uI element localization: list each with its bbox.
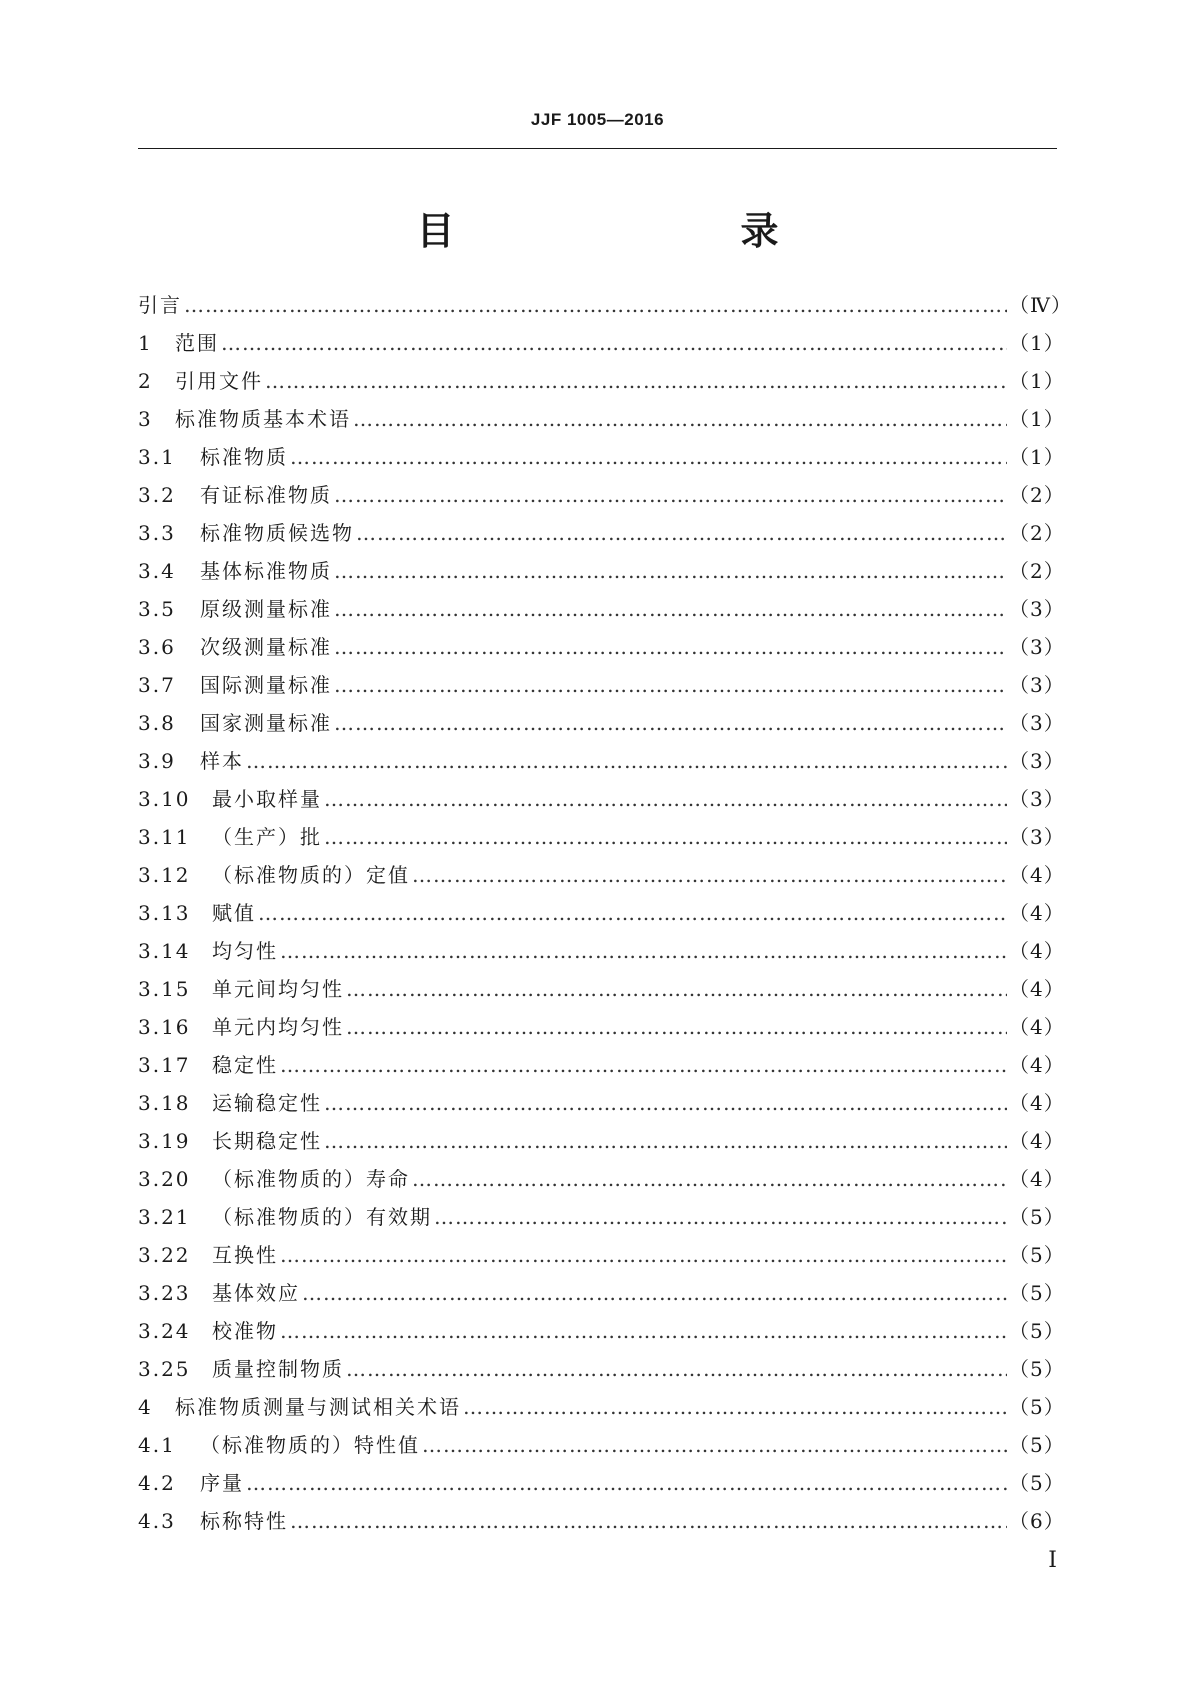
- toc-entry-number: 4.1: [138, 1433, 176, 1457]
- toc-entry[interactable]: [138, 1502, 1065, 1540]
- toc-entry-page: （5）: [1009, 1395, 1065, 1419]
- dot-leader: [280, 1236, 1007, 1274]
- toc-entry-number: 3.5: [138, 597, 176, 621]
- header-rule: [138, 148, 1057, 149]
- dot-leader: [265, 362, 1007, 400]
- table-of-contents: [138, 286, 1072, 1540]
- dot-leader: [324, 1122, 1007, 1160]
- toc-entry[interactable]: [138, 590, 1065, 628]
- toc-entry[interactable]: [138, 1160, 1065, 1198]
- toc-entry-page: （3）: [1009, 711, 1065, 735]
- toc-entry[interactable]: [138, 1236, 1065, 1274]
- dot-leader: [334, 552, 1007, 590]
- toc-entry[interactable]: [138, 286, 1072, 324]
- toc-entry-number: 3.4: [138, 559, 176, 583]
- dot-leader: [246, 742, 1007, 780]
- toc-entry[interactable]: [138, 476, 1065, 514]
- toc-entry-page: （4）: [1009, 901, 1065, 925]
- toc-entry-page: （1）: [1009, 407, 1065, 431]
- toc-entry-title: 校准物: [212, 1319, 278, 1343]
- toc-entry-title: 单元内均匀性: [212, 1015, 344, 1039]
- toc-entry-title: 质量控制物质: [212, 1357, 344, 1381]
- toc-entry-title: （标准物质的）寿命: [212, 1167, 410, 1191]
- toc-entry[interactable]: [138, 1274, 1065, 1312]
- toc-entry-number: 3.14: [138, 939, 191, 963]
- page-number: Ⅰ: [1048, 1548, 1057, 1573]
- toc-entry-title: 有证标准物质: [200, 483, 332, 507]
- dot-leader: [356, 514, 1007, 552]
- dot-leader: [346, 1008, 1007, 1046]
- dot-leader: [334, 628, 1007, 666]
- toc-entry-page: （5）: [1009, 1281, 1065, 1305]
- toc-entry-title: 引用文件: [175, 369, 263, 393]
- toc-entry[interactable]: [138, 894, 1065, 932]
- toc-entry[interactable]: [138, 1426, 1065, 1464]
- dot-leader: [324, 1084, 1007, 1122]
- toc-entry-number: 2: [138, 369, 153, 393]
- toc-entry-title: 标称特性: [200, 1509, 288, 1533]
- toc-entry-page: （2）: [1009, 559, 1065, 583]
- toc-entry-title: 最小取样量: [212, 787, 322, 811]
- toc-entry-number: 3.25: [138, 1357, 191, 1381]
- toc-entry-number: 3.3: [138, 521, 176, 545]
- toc-title: 目 录: [416, 209, 849, 253]
- toc-entry-number: 3.23: [138, 1281, 191, 1305]
- toc-entry[interactable]: [138, 324, 1065, 362]
- toc-entry[interactable]: [138, 1008, 1065, 1046]
- toc-entry-number: 3.24: [138, 1319, 191, 1343]
- dot-leader: [334, 704, 1007, 742]
- dot-leader: [324, 780, 1007, 818]
- toc-entry-title: 单元间均匀性: [212, 977, 344, 1001]
- toc-entry-number: 4.3: [138, 1509, 176, 1533]
- dot-leader: [184, 286, 1007, 324]
- dot-leader: [334, 476, 1007, 514]
- toc-entry-page: （5）: [1009, 1205, 1065, 1229]
- toc-entry-title: （标准物质的）有效期: [212, 1205, 432, 1229]
- dot-leader: [346, 970, 1007, 1008]
- toc-entry-title: 标准物质: [200, 445, 288, 469]
- dot-leader: [280, 932, 1007, 970]
- toc-entry[interactable]: [138, 628, 1065, 666]
- toc-entry[interactable]: [138, 400, 1065, 438]
- standard-code-header: JJF 1005—2016: [530, 110, 665, 129]
- dot-leader: [463, 1388, 1007, 1426]
- toc-entry-number: 3.8: [138, 711, 176, 735]
- toc-entry-page: （4）: [1009, 977, 1065, 1001]
- toc-entry-number: 3.18: [138, 1091, 191, 1115]
- dot-leader: [334, 666, 1007, 704]
- toc-entry-number: 3.6: [138, 635, 176, 659]
- toc-entry-number: 3.1: [138, 445, 176, 469]
- toc-entry-page: （3）: [1009, 787, 1065, 811]
- toc-entry-title: 互换性: [212, 1243, 278, 1267]
- toc-entry-page: （4）: [1009, 1167, 1065, 1191]
- toc-entry-page: （6）: [1009, 1509, 1065, 1533]
- toc-entry[interactable]: [138, 514, 1065, 552]
- dot-leader: [290, 1502, 1007, 1540]
- toc-entry-number: 3.21: [138, 1205, 191, 1229]
- toc-entry-number: 3.9: [138, 749, 176, 773]
- toc-entry[interactable]: [138, 1198, 1065, 1236]
- toc-entry-page: （1）: [1009, 331, 1065, 355]
- toc-entry-title: （标准物质的）定值: [212, 863, 410, 887]
- toc-entry-number: 3.7: [138, 673, 176, 697]
- toc-entry-title: 国际测量标准: [200, 673, 332, 697]
- toc-entry[interactable]: [138, 438, 1065, 476]
- toc-entry-number: 3.2: [138, 483, 176, 507]
- toc-entry-page: （4）: [1009, 1129, 1065, 1153]
- toc-entry-page: （4）: [1009, 863, 1065, 887]
- dot-leader: [334, 590, 1007, 628]
- toc-entry-title: 标准物质基本术语: [175, 407, 351, 431]
- toc-entry-page: （4）: [1009, 1015, 1065, 1039]
- toc-entry-number: 3.12: [138, 863, 191, 887]
- toc-entry-title: 标准物质测量与测试相关术语: [175, 1395, 461, 1419]
- toc-entry-page: （3）: [1009, 825, 1065, 849]
- toc-entry-page: （2）: [1009, 483, 1065, 507]
- dot-leader: [412, 856, 1007, 894]
- toc-entry-number: 3.19: [138, 1129, 191, 1153]
- toc-entry[interactable]: [138, 362, 1065, 400]
- toc-entry-page: （5）: [1009, 1319, 1065, 1343]
- toc-entry-title: 标准物质候选物: [200, 521, 354, 545]
- toc-entry-title: 序量: [200, 1471, 244, 1495]
- toc-entry-page: （4）: [1009, 1091, 1065, 1115]
- dot-leader: [353, 400, 1007, 438]
- toc-entry-number: 4.2: [138, 1471, 176, 1495]
- toc-entry-number: 3.22: [138, 1243, 191, 1267]
- toc-entry[interactable]: [138, 742, 1065, 780]
- dot-leader: [246, 1464, 1007, 1502]
- toc-entry-page: （4）: [1009, 1053, 1065, 1077]
- toc-entry[interactable]: [138, 932, 1065, 970]
- toc-entry[interactable]: [138, 704, 1065, 742]
- toc-entry-page: （5）: [1009, 1357, 1065, 1381]
- toc-entry[interactable]: [138, 856, 1065, 894]
- toc-entry[interactable]: [138, 1464, 1065, 1502]
- dot-leader: [412, 1160, 1007, 1198]
- toc-entry-title: 国家测量标准: [200, 711, 332, 735]
- toc-entry-number: 3: [138, 407, 153, 431]
- toc-entry-number: 3.15: [138, 977, 191, 1001]
- dot-leader: [422, 1426, 1007, 1464]
- toc-entry[interactable]: [138, 1388, 1065, 1426]
- toc-entry-number: 3.11: [138, 825, 191, 849]
- toc-entry-number: 3.20: [138, 1167, 191, 1191]
- toc-entry-number: 3.13: [138, 901, 191, 925]
- dot-leader: [258, 894, 1007, 932]
- dot-leader: [280, 1046, 1007, 1084]
- toc-entry[interactable]: [138, 1312, 1065, 1350]
- toc-entry-title: 范围: [175, 331, 219, 355]
- toc-entry[interactable]: [138, 780, 1065, 818]
- toc-entry-number: 3.17: [138, 1053, 191, 1077]
- toc-entry-page: （3）: [1009, 635, 1065, 659]
- toc-entry-title: 次级测量标准: [200, 635, 332, 659]
- toc-entry-page: （2）: [1009, 521, 1065, 545]
- toc-entry-page: （5）: [1009, 1471, 1065, 1495]
- toc-entry[interactable]: [138, 1046, 1065, 1084]
- toc-entry-title: 基体效应: [212, 1281, 300, 1305]
- toc-entry-title: （标准物质的）特性值: [200, 1433, 420, 1457]
- toc-entry-title: 赋值: [212, 901, 256, 925]
- toc-entry-page: （1）: [1009, 445, 1065, 469]
- dot-leader: [434, 1198, 1007, 1236]
- toc-entry-page: （1）: [1009, 369, 1065, 393]
- toc-entry-title: 样本: [200, 749, 244, 773]
- dot-leader: [346, 1350, 1007, 1388]
- toc-entry-title: 稳定性: [212, 1053, 278, 1077]
- toc-entry-title: 原级测量标准: [200, 597, 332, 621]
- toc-entry-title: （生产）批: [212, 825, 322, 849]
- toc-entry-title: 引言: [138, 293, 182, 317]
- toc-entry[interactable]: [138, 1350, 1065, 1388]
- toc-entry-title: 长期稳定性: [212, 1129, 322, 1153]
- toc-entry-title: 基体标准物质: [200, 559, 332, 583]
- dot-leader: [290, 438, 1007, 476]
- toc-entry-number: 1: [138, 331, 153, 355]
- toc-entry-page: （3）: [1009, 673, 1065, 697]
- toc-entry-title: 均匀性: [212, 939, 278, 963]
- toc-entry[interactable]: [138, 1084, 1065, 1122]
- toc-entry-number: 3.10: [138, 787, 191, 811]
- toc-entry[interactable]: [138, 552, 1065, 590]
- toc-entry-number: 4: [138, 1395, 153, 1419]
- toc-entry-page: （5）: [1009, 1433, 1065, 1457]
- toc-entry-page: （5）: [1009, 1243, 1065, 1267]
- toc-entry-number: 3.16: [138, 1015, 191, 1039]
- toc-entry-page: （3）: [1009, 749, 1065, 773]
- dot-leader: [324, 818, 1007, 856]
- toc-entry-page: （Ⅳ）: [1009, 293, 1072, 317]
- toc-entry[interactable]: [138, 970, 1065, 1008]
- dot-leader: [302, 1274, 1007, 1312]
- toc-entry-page: （3）: [1009, 597, 1065, 621]
- toc-entry[interactable]: [138, 666, 1065, 704]
- dot-leader: [280, 1312, 1007, 1350]
- dot-leader: [221, 324, 1007, 362]
- toc-entry-title: 运输稳定性: [212, 1091, 322, 1115]
- toc-entry[interactable]: [138, 818, 1065, 856]
- toc-entry[interactable]: [138, 1122, 1065, 1160]
- toc-entry-page: （4）: [1009, 939, 1065, 963]
